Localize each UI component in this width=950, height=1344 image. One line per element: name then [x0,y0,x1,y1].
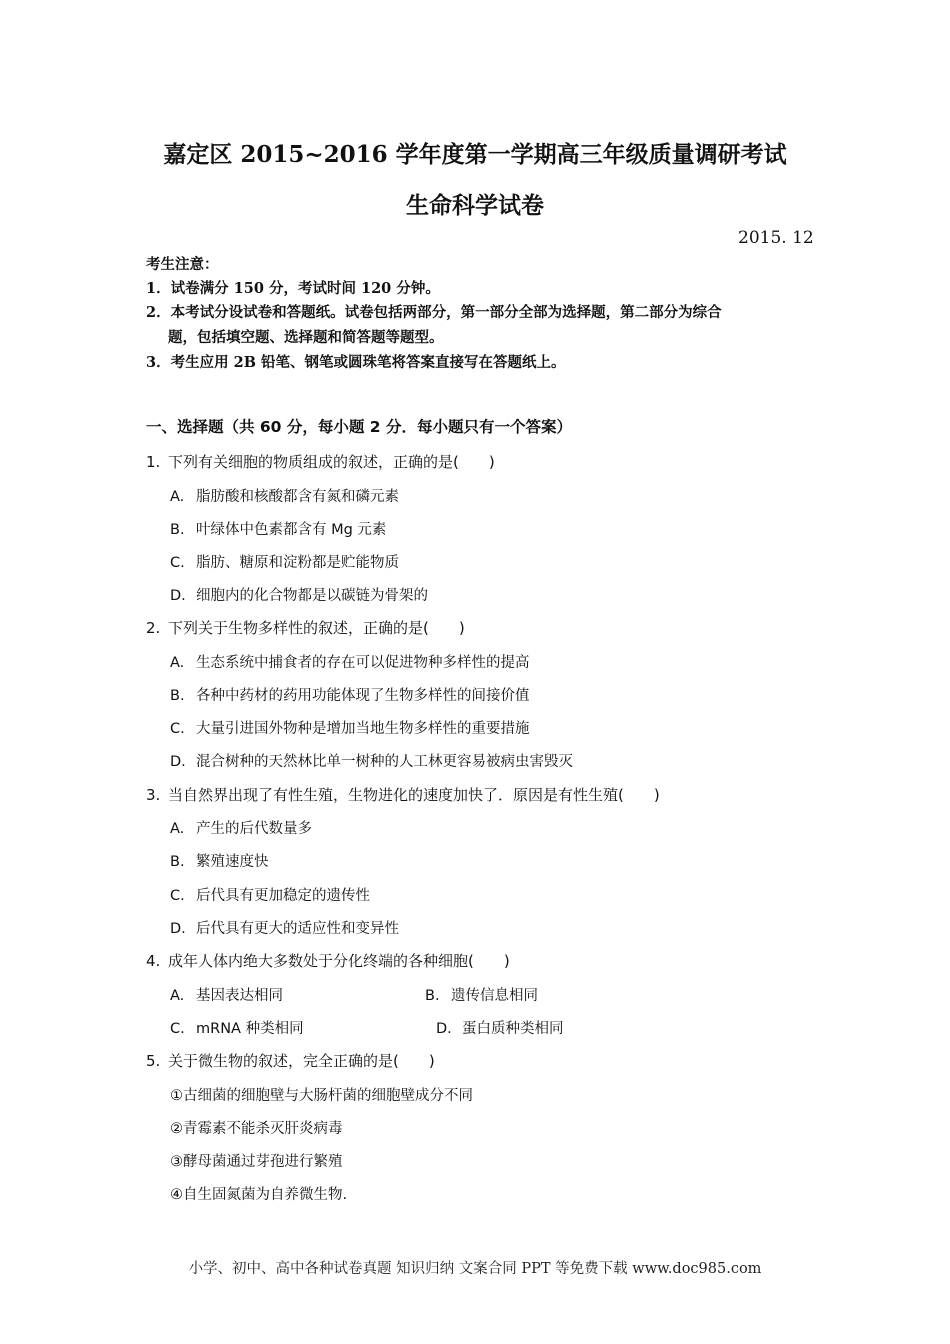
question-number: 4. [146,952,161,970]
option-b: B. 各种中药材的药用功能体现了生物多样性的间接价值 [170,688,530,704]
question-text: 关于微生物的叙述，完全正确的是( ) [168,1052,435,1070]
option-b: B. 遗传信息相同 [425,988,538,1004]
question-stem [146,950,510,971]
question-number: 2. [146,619,161,637]
notice-item-text: 考生应用 2B 铅笔、钢笔或圆珠笔将答案直接写在答题纸上。 [170,354,566,371]
statement-item: ②青霉素不能杀灭肝炎病毒 [170,1121,343,1137]
notice-item [146,301,722,322]
question-stem [146,451,495,472]
notice-item-continuation: 题，包括填空题、选择题和简答题等题型。 [168,329,444,346]
option-c: C. 后代具有更加稳定的遗传性 [170,888,370,904]
question-stem [146,1050,435,1071]
statement-item: ①古细菌的细胞壁与大肠杆菌的细胞壁成分不同 [170,1088,473,1104]
option-b: B. 繁殖速度快 [170,854,269,870]
question-text: 当自然界出现了有性生殖，生物进化的速度加快了．原因是有性生殖( ) [168,786,660,804]
option-a: A. 生态系统中捕食者的存在可以促进物种多样性的提高 [170,655,530,671]
question-text: 下列关于生物多样性的叙述，正确的是( ) [168,619,465,637]
notice-item [146,351,566,372]
page-footer: 小学、初中、高中各种试卷真题 知识归纳 文案合同 PPT 等免费下载 www.doc985.com [188,1261,762,1277]
option-a: A. 基因表达相同 [170,988,283,1004]
exam-subtitle: 生命科学试卷 [406,192,544,219]
question-number: 1. [146,453,161,471]
option-d: D. 蛋白质种类相同 [436,1021,564,1037]
notice-item-text: 本考试分设试卷和答题纸。试卷包括两部分，第一部分全部为选择题，第二部分为综合 [170,304,722,321]
question-stem [146,617,465,638]
notice-item-number: 3． [146,354,171,371]
question-stem [146,784,660,805]
notice-item-number: 1． [146,280,171,297]
section-heading: 一、选择题（共 60 分，每小题 2 分．每小题只有一个答案） [146,418,572,436]
question-text: 成年人体内绝大多数处于分化终端的各种细胞( ) [168,952,510,970]
option-a: A. 脂肪酸和核酸都含有氮和磷元素 [170,489,399,505]
question-number: 3. [146,786,161,804]
exam-date: 2015. 12 [738,228,814,248]
question-number: 5. [146,1052,161,1070]
question-text: 下列有关细胞的物质组成的叙述，正确的是( ) [168,453,495,471]
option-d: D. 混合树种的天然林比单一树种的人工林更容易被病虫害毁灭 [170,754,573,770]
notice-item-number: 2． [146,304,171,321]
notice-heading: 考生注意： [146,256,219,273]
option-d: D. 细胞内的化合物都是以碳链为骨架的 [170,588,428,604]
option-d: D. 后代具有更大的适应性和变异性 [170,921,399,937]
option-c: C. 脂肪、糖原和淀粉都是贮能物质 [170,555,399,571]
option-c: C. mRNA 种类相同 [170,1021,304,1037]
option-b: B. 叶绿体中色素都含有 Mg 元素 [170,522,387,538]
statement-item: ④自生固氮菌为自养微生物. [170,1187,348,1203]
notice-item [146,277,440,298]
option-a: A. 产生的后代数量多 [170,821,312,837]
option-c: C. 大量引进国外物种是增加当地生物多样性的重要措施 [170,721,530,737]
statement-item: ③酵母菌通过芽孢进行繁殖 [170,1154,343,1170]
exam-title: 嘉定区 2015~2016 学年度第一学期高三年级质量调研考试 [163,141,787,168]
notice-item-text: 试卷满分 150 分，考试时间 120 分钟。 [170,280,440,297]
